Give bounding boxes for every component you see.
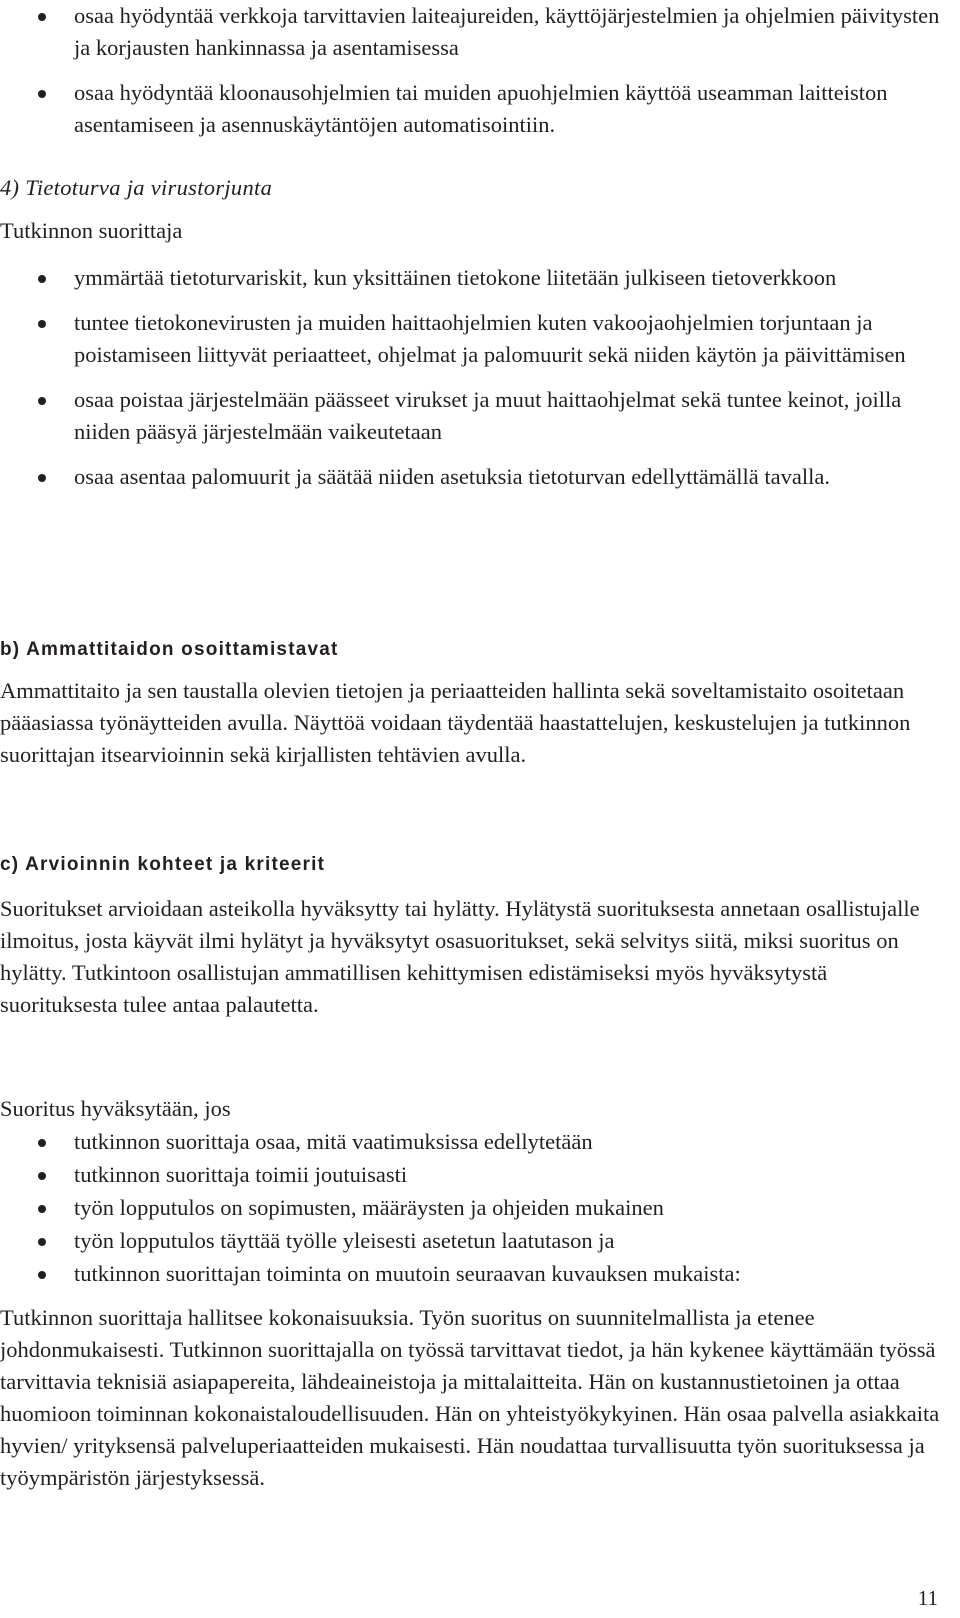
section-4-intro: Tutkinnon suorittaja xyxy=(0,218,183,243)
list-item: tutkinnon suorittajan toiminta on muutoin seuraavan kuvauksen mukaista: xyxy=(0,1258,940,1290)
list-item: ymmärtää tietoturvariskit, kun yksittäinen tietokone liitetään julkiseen tietoverkkoon xyxy=(0,262,940,294)
section-b-heading: b) Ammattitaidon osoittamistavat xyxy=(0,639,339,660)
performance-description: Tutkinnon suorittaja hallitsee kokonaisuuksia. Työn suoritus on suunnitelmallista ja etenee johdonmukaisesti. Tutkinnon suorittajalla on työssä tarvittavat tiedot, ja hän kykenee käyttämään työssä tarvittavia teknisiä asiapapereita, lähdeaineistoja ja mittalaitteita. Hän on kustannustietoinen ja ottaa huomioon toiminnan kokonaistaloudellisuuden. Hän on yhteistyökykyinen. Hän osaa palvella asiakkaita hyvien/ yrityksensä palveluperiaatteiden mukaisesti. Hän noudattaa turvallisuutta työn suorituksessa ja työympäristön järjestyksessä. xyxy=(0,1305,940,1490)
list-item: työn lopputulos täyttää työlle yleisesti asetetun laatutason ja xyxy=(0,1225,940,1257)
list-item: osaa poistaa järjestelmään päässeet virukset ja muut haittaohjelmat sekä tuntee keinot, joilla niiden pääsyä järjestelmään vaikeutetaan xyxy=(0,384,940,448)
page-number: 11 xyxy=(917,1586,938,1610)
top-bullet-list xyxy=(0,0,940,141)
list-item: tutkinnon suorittaja osaa, mitä vaatimuksissa edellytetään xyxy=(0,1126,940,1158)
list-item: tutkinnon suorittaja toimii joutuisasti xyxy=(0,1159,940,1191)
list-item: osaa hyödyntää kloonausohjelmien tai muiden apuohjelmien käyttöä useamman laitteiston asentamiseen ja asennuskäytäntöjen automatisointiin. xyxy=(0,77,940,141)
section-b-paragraph: Ammattitaito ja sen taustalla olevien tietojen ja periaatteiden hallinta sekä soveltamistaito osoitetaan pääasiassa työnäytteiden avulla. Näyttöä voidaan täydentää haastattelujen, keskustelujen ja tutkinnon suorittajan itsearvioinnin sekä kirjallisten tehtävien avulla. xyxy=(0,678,911,767)
list-item: työn lopputulos on sopimusten, määräysten ja ohjeiden mukainen xyxy=(0,1192,940,1224)
section-4-heading: 4) Tietoturva ja virustorjunta xyxy=(0,175,273,200)
list-item: osaa asentaa palomuurit ja säätää niiden asetuksia tietoturvan edellyttämällä tavalla. xyxy=(0,461,940,493)
accept-bullet-list xyxy=(0,1126,940,1290)
list-item: tuntee tietokonevirusten ja muiden haittaohjelmien kuten vakoojaohjelmien torjuntaan ja poistamiseen liittyvät periaatteet, ohjelmat ja palomuurit sekä niiden käytön ja päivittämisen xyxy=(0,307,940,371)
list-item: osaa hyödyntää verkkoja tarvittavien laiteajureiden, käyttöjärjestelmien ja ohjelmien päivitysten ja korjausten hankinnassa ja asentamisessa xyxy=(0,0,940,64)
section-4-bullet-list xyxy=(0,262,940,493)
section-c-paragraph: Suoritukset arvioidaan asteikolla hyväksytty tai hylätty. Hylätystä suorituksesta annetaan osallistujalle ilmoitus, josta käyvät ilmi hylätyt ja hyväksytyt osasuoritukset, sekä selvitys siitä, miksi suoritus on hylätty. Tutkintoon osallistujan ammatillisen kehittymisen edistämiseksi myös hyväksytystä suorituksesta tulee antaa palautetta. xyxy=(0,896,920,1017)
section-c-heading: c) Arvioinnin kohteet ja kriteerit xyxy=(0,854,326,875)
accept-intro: Suoritus hyväksytään, jos xyxy=(0,1096,231,1121)
